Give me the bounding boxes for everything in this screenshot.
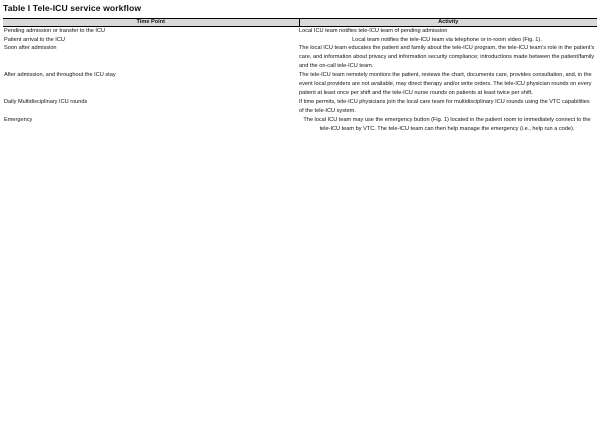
time-point-cell: After admission, and throughout the ICU stay [4,72,116,79]
time-point-cell: Patient arrival to the ICU [4,36,65,43]
table-row [3,36,597,45]
header-activity: Activity [299,19,597,27]
time-point-cell: Pending admission or transfer to the ICU [4,27,106,34]
table-title: Table I Tele-ICU service workflow [3,3,142,13]
time-point-cell: Soon after admission [4,45,57,52]
activity-cell: The local ICU team may use the emergency button (Fig. 1) located in the patient room to immediately connect to the tele-ICU team by VTC. The tele-ICU team can then help manage the emergency (i.e., help run a code). [303,116,591,132]
table-row [3,71,597,98]
header-row [3,19,597,27]
activity-cell: The local ICU team educates the patient and family about the tele-ICU program, the tele-ICU team's role in the patient's care, and information about privacy and information security compliance; introductions made between the patient/family and the on-call tele-ICU team. [299,45,595,70]
table-row [3,26,597,35]
table-row [3,98,597,116]
time-point-cell: Daily Multidisciplinary ICU rounds [4,98,88,105]
table-header [3,19,597,27]
table-row [3,44,597,71]
activity-cell: Local team notifies the tele-ICU team via telephone or in-room video (Fig. 1). [352,36,542,43]
header-time-point: Time Point [3,19,299,27]
workflow-table [3,18,597,133]
document-page [3,3,597,133]
activity-cell: If time permits, tele-ICU physicians join the local care team for multidisciplinary ICU rounds using the VTC capabilities of the tele-ICU system. [299,98,590,114]
time-point-cell: Emergency [4,116,33,123]
activity-cell: Local ICU team notifies tele-ICU team of pending admission [299,27,448,34]
activity-cell: The tele-ICU team remotely monitors the patient, reviews the chart, documents care, provides consultation, and, in the event local providers are not available, may direct therapy and/or write orders. The tele-ICU physician rounds on every patient at least once per shift and the tele-ICU nurse rounds on patients at least twice per shift. [299,72,592,96]
table-row [3,116,597,134]
